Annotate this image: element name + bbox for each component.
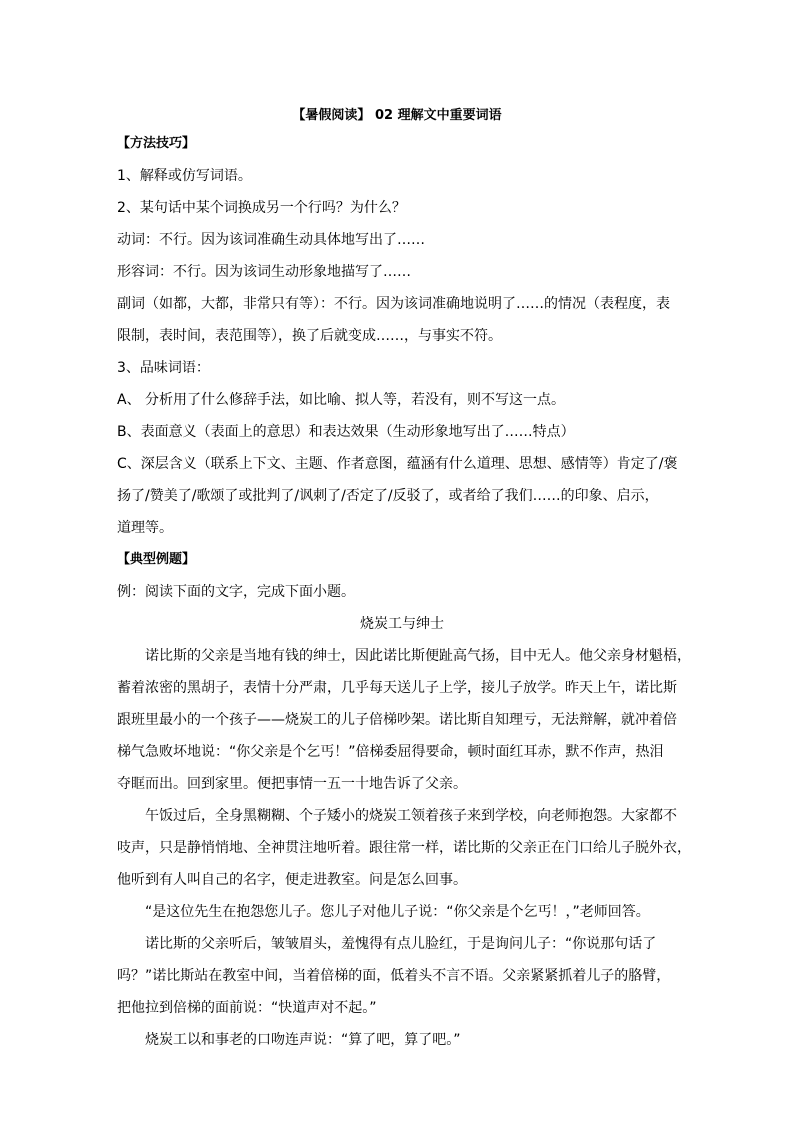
example-heading: 【典型例题】 — [117, 552, 196, 567]
method-line: 形容词：不行。因为该词生动形象地描写了…… — [117, 264, 411, 280]
method-line: 道理等。 — [117, 520, 173, 536]
method-line: 3、品味词语： — [117, 360, 210, 376]
method-line: B、表面意义（表面上的意思）和表达效果（生动形象地写出了……特点） — [117, 424, 575, 440]
method-line: 限制，表时间，表范围等），换了后就变成……，与事实不符。 — [117, 328, 502, 344]
story-paragraph-line: 诺比斯的父亲是当地有钱的绅士，因此诺比斯便趾高气扬，目中无人。他父亲身材魁梧， — [145, 648, 691, 664]
page-title: 【暑假阅读】 02 理解文中重要词语 — [292, 108, 502, 123]
method-line: C、深层含义（联系上下文、主题、作者意图，蕴涵有什么道理、思想、感情等）肯定了/褒 — [117, 456, 678, 472]
story-paragraph-line: 吗？”诺比斯站在教室中间，当着倍梯的面，低着头不言不语。父亲紧紧抓着儿子的胳臂， — [117, 968, 671, 984]
method-line: 2、某句话中某个词换成另一个行吗？为什么？ — [117, 200, 406, 216]
method-line: 副词（如都，大都，非常只有等）：不行。因为该词准确地说明了……的情况（表程度，表 — [117, 296, 670, 312]
story-paragraph-line: 蓄着浓密的黑胡子，表情十分严肃，几乎每天送儿子上学，接儿子放学。昨天上午，诺比斯 — [117, 680, 677, 696]
story-paragraph-line: 跟班里最小的一个孩子——烧炭工的儿子倍梯吵架。诺比斯自知理亏，无法辩解，就冲着倍 — [117, 712, 677, 728]
story-paragraph-line: 梯气急败坏地说：“你父亲是个乞丐！”倍梯委屈得要命，顿时面红耳赤，默不作声，热泪 — [117, 744, 664, 760]
story-paragraph-line: 夺眶而出。回到家里。便把事情一五一十地告诉了父亲。 — [117, 776, 467, 792]
story-paragraph-line: 吱声，只是静悄悄地、全神贯注地听着。跟往常一样，诺比斯的父亲正在门口给儿子脱外衣， — [117, 840, 691, 856]
story-paragraph-line: “是这位先生在抱怨您儿子。您儿子对他儿子说：“你父亲是个乞丐！，”老师回答。 — [145, 904, 650, 920]
story-paragraph-line: 诺比斯的父亲听后，皱皱眉头，羞愧得有点儿脸红，于是询问儿子：“你说那句话了 — [145, 936, 657, 952]
example-intro: 例：阅读下面的文字，完成下面小题。 — [117, 584, 355, 600]
method-line: 扬了/赞美了/歌颂了或批判了/讽刺了/否定了/反驳了，或者给了我们……的印象、启示， — [117, 488, 659, 504]
story-paragraph-line: 烧炭工以和事老的口吻连声说：“算了吧，算了吧。” — [145, 1032, 461, 1048]
document-body — [117, 128, 691, 1056]
method-line: 动词：不行。因为该词准确生动具体地写出了…… — [117, 232, 425, 248]
story-paragraph-line: 午饭过后，全身黑糊糊、个子矮小的烧炭工领着孩子来到学校，向老师抱怨。大家都不 — [145, 808, 677, 824]
story-paragraph-line: 把他拉到倍梯的面前说：“快道声对不起。” — [117, 1000, 377, 1016]
story-title: 烧炭工与绅士 — [360, 616, 444, 632]
story-paragraph-line: 他听到有人叫自己的名字，便走进教室。问是怎么回事。 — [117, 872, 467, 888]
method-line: 1、解释或仿写词语。 — [117, 168, 252, 184]
method-line: A、 分析用了什么修辞手法，如比喻、拟人等，若没有，则不写这一点。 — [117, 392, 566, 408]
method-heading: 【方法技巧】 — [117, 136, 196, 151]
